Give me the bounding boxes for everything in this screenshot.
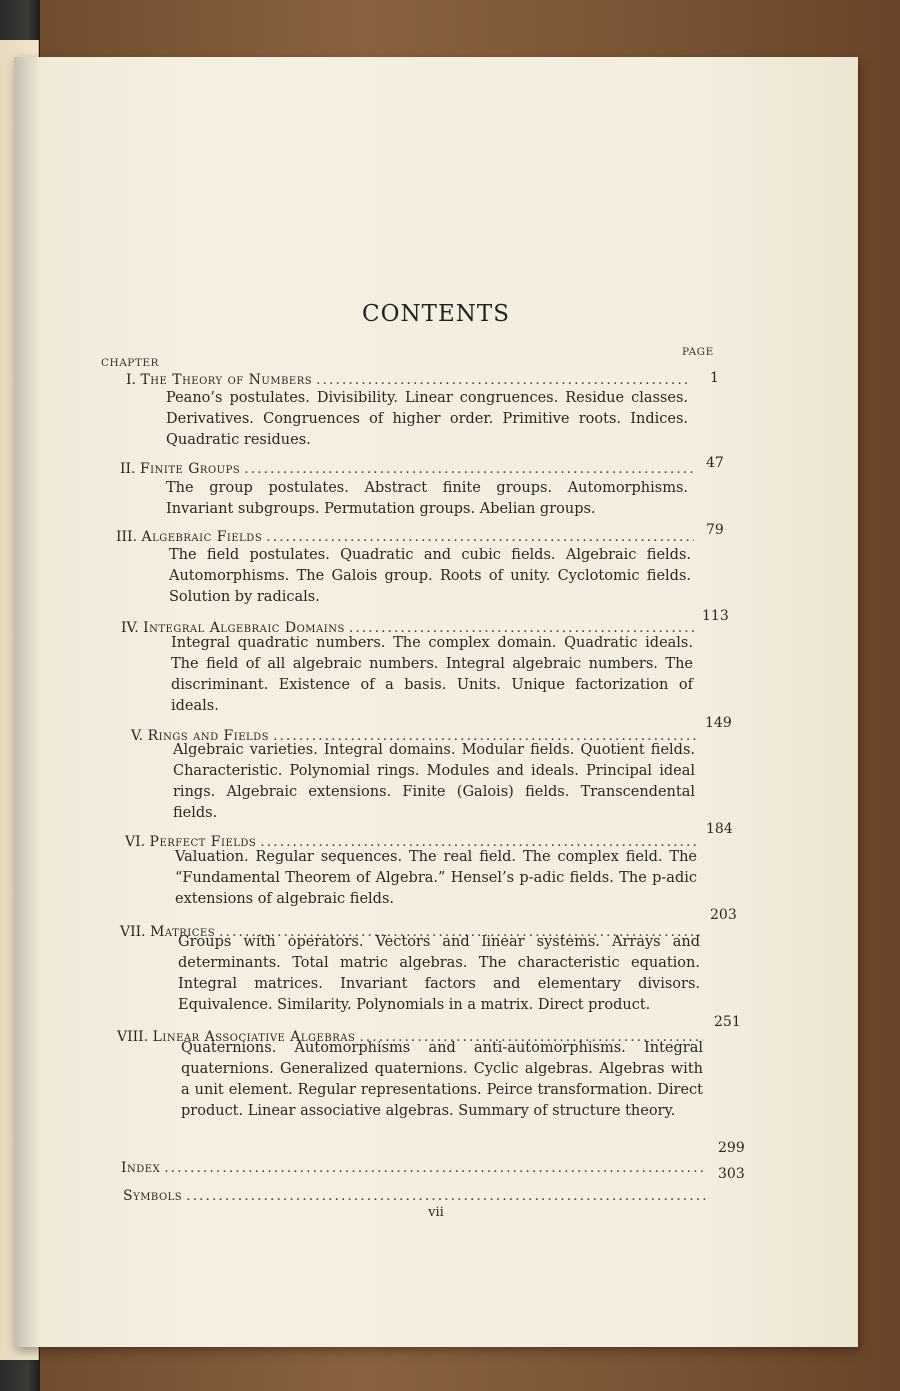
dot-leader bbox=[266, 529, 694, 545]
chapter-title: Matrices bbox=[150, 924, 216, 940]
chapter-title: Linear Associative Algebras bbox=[152, 1029, 356, 1045]
chapter-page-number: 251 bbox=[714, 1014, 741, 1030]
chapter-numeral: III. bbox=[116, 529, 138, 545]
symbols-title: Symbols bbox=[123, 1188, 183, 1204]
dot-leader bbox=[244, 461, 694, 477]
page-folio: vii bbox=[428, 1205, 444, 1220]
chapter-numeral: VII. bbox=[120, 924, 146, 940]
chapter-numeral: IV. bbox=[121, 620, 139, 636]
page-title: CONTENTS bbox=[362, 301, 510, 327]
chapter-page-number: 79 bbox=[706, 522, 724, 538]
dot-leader bbox=[164, 1160, 705, 1176]
chapter-summary: The group postulates. Abstract finite groups. Automorphisms. Invariant subgroups. Permutation groups. Abelian groups. bbox=[166, 480, 688, 517]
chapter-page-number: 184 bbox=[706, 821, 733, 837]
chapter-column-label: CHAPTER bbox=[101, 357, 159, 369]
chapter-summary: The field postulates. Quadratic and cubic fields. Algebraic fields. Automorphisms. The Galois group. Roots of unity. Cyclotomic fields. Solution by radicals. bbox=[169, 547, 691, 605]
chapter-page-number: 113 bbox=[702, 608, 729, 624]
chapter-page-number: 47 bbox=[706, 455, 724, 471]
chapter-summary: Valuation. Regular sequences. The real field. The complex field. The “Fundamental Theorem of Algebra.” Hensel’s p-adic fields. The p-adic extensions of algebraic fields. bbox=[175, 849, 697, 907]
chapter-page-number: 1 bbox=[710, 370, 719, 386]
chapter-heading bbox=[116, 529, 700, 545]
chapter-numeral: VIII. bbox=[117, 1029, 149, 1045]
chapter-numeral: I. bbox=[126, 372, 136, 388]
chapter-summary: Groups with operators. Vectors and linear systems. Arrays and determinants. Total matric algebras. The characteristic equation. Integral matrices. Invariant factors and elementary divisors. Equivalence. Similarity. Polynomials in a matrix. Direct product. bbox=[178, 934, 700, 1013]
index-heading bbox=[121, 1160, 711, 1176]
chapter-page-number: 149 bbox=[705, 715, 732, 731]
dot-leader bbox=[186, 1188, 707, 1204]
chapter-title: The Theory of Numbers bbox=[140, 372, 313, 388]
chapter-title: Rings and Fields bbox=[147, 728, 270, 744]
chapter-summary: Quaternions. Automorphisms and anti-automorphisms. Integral quaternions. Generalized quaternions. Cyclic algebras. Algebras with a unit element. Regular representations. Peirce transformation. Direct product. Linear associative algebras. Summary of structure theory. bbox=[181, 1040, 703, 1119]
chapter-heading bbox=[126, 372, 696, 388]
chapter-title: Integral Algebraic Domains bbox=[143, 620, 345, 636]
symbols-page-number: 303 bbox=[718, 1166, 745, 1182]
chapter-numeral: V. bbox=[131, 728, 144, 744]
chapter-page-number: 203 bbox=[710, 907, 737, 923]
dot-leader bbox=[316, 372, 690, 388]
index-page-number: 299 bbox=[718, 1140, 745, 1156]
chapter-title: Perfect Fields bbox=[149, 834, 257, 850]
chapter-title: Algebraic Fields bbox=[141, 529, 263, 545]
symbols-heading bbox=[123, 1188, 713, 1204]
contents-page bbox=[14, 57, 858, 1347]
index-title: Index bbox=[121, 1160, 161, 1176]
chapter-summary: Integral quadratic numbers. The complex domain. Quadratic ideals. The field of all algebraic numbers. Integral algebraic numbers. The discriminant. Existence of a basis. Units. Unique factorization of ideals. bbox=[171, 635, 693, 714]
chapter-numeral: VI. bbox=[125, 834, 146, 850]
chapter-summary: Peano’s postulates. Divisibility. Linear congruences. Residue classes. Derivatives. Congruences of higher order. Primitive roots. Indices. Quadratic residues. bbox=[166, 390, 688, 448]
chapter-heading bbox=[120, 461, 700, 477]
page-column-label: PAGE bbox=[682, 346, 714, 358]
chapter-title: Finite Groups bbox=[139, 461, 241, 477]
chapter-numeral: II. bbox=[120, 461, 136, 477]
chapter-summary: Algebraic varieties. Integral domains. Modular fields. Quotient fields. Characteristic. Polynomial rings. Modules and ideals. Principal ideal rings. Algebraic extensions. Finite (Galois) fields. Transcendental fields. bbox=[173, 742, 695, 821]
page-gutter-shadow bbox=[14, 57, 40, 1347]
